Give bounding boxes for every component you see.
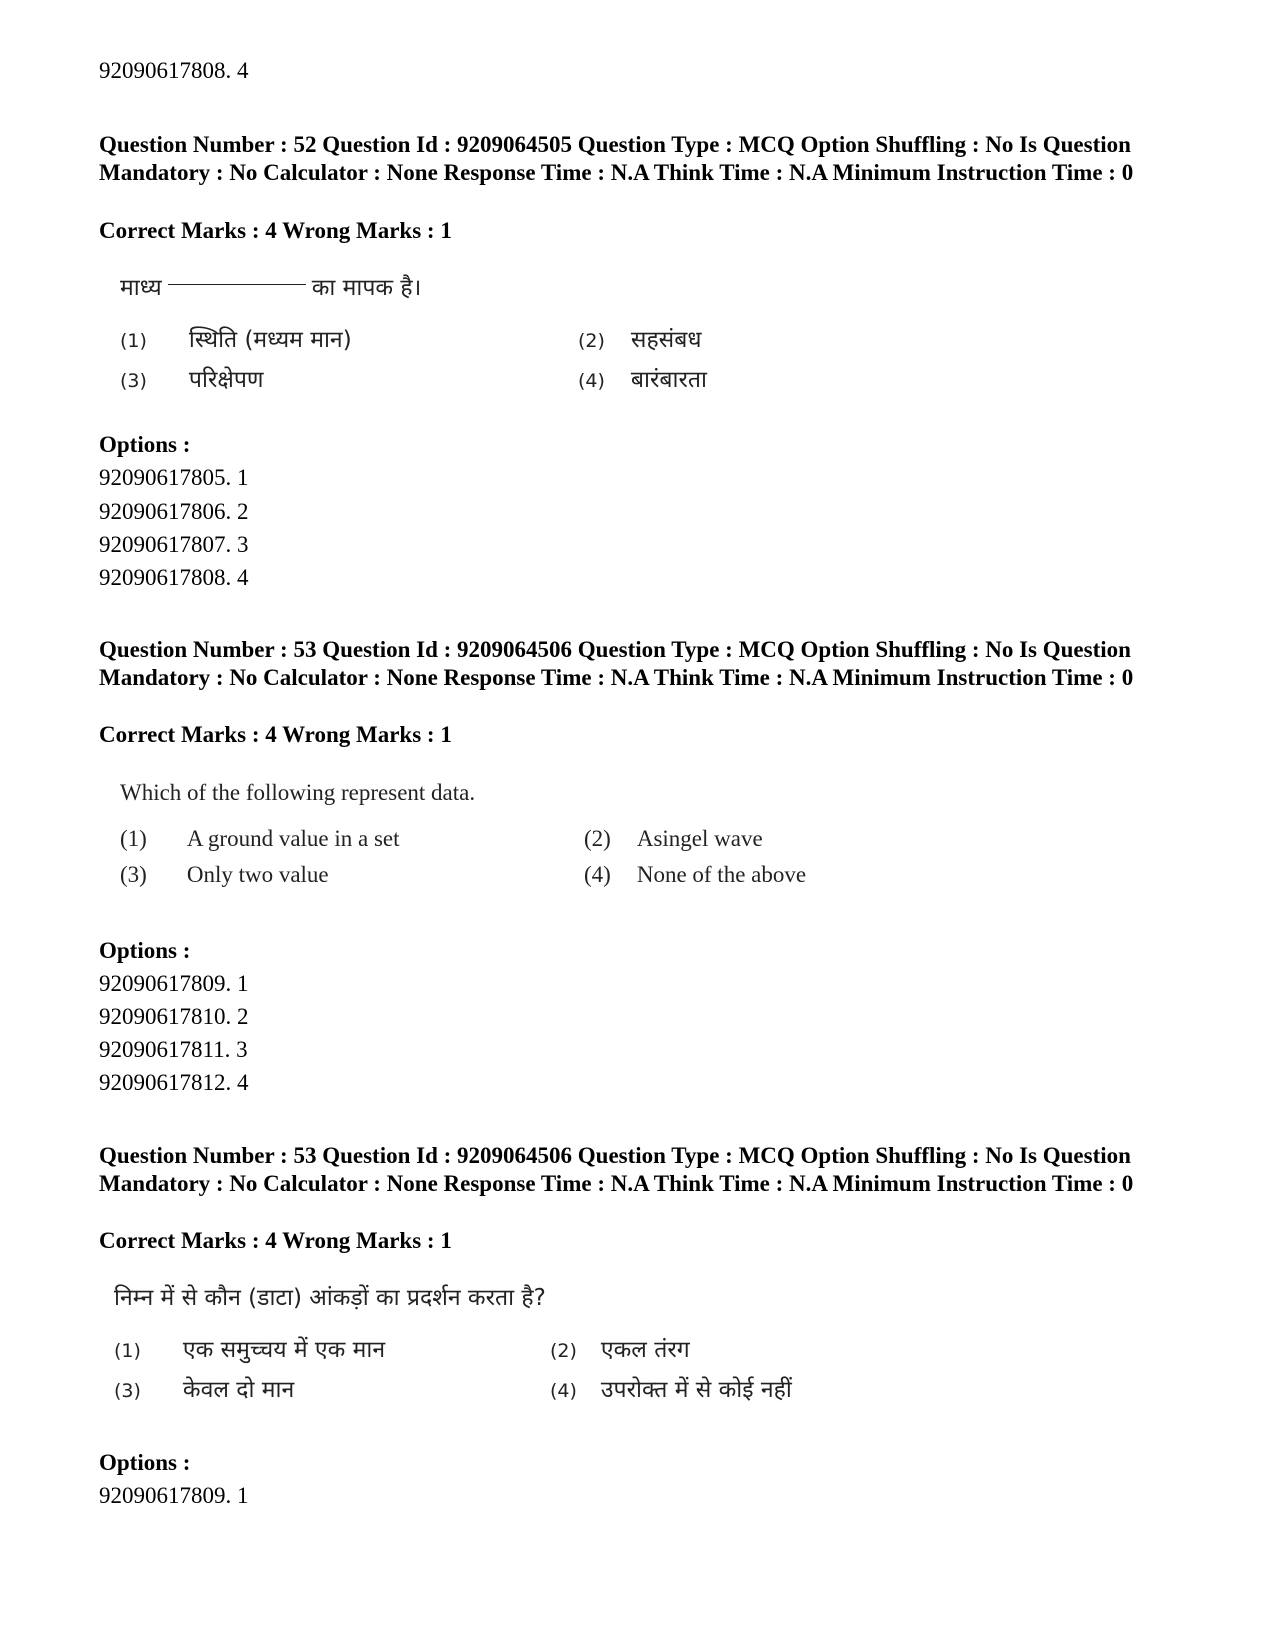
q52-question-image — [120, 270, 1020, 410]
q53-hindi-header: Question Number : 53 Question Id : 9209064506 Question Type : MCQ Option Shuffling : No Is Question Mandatory : No Calculator : None Response Time : N.A Think Time : N.A Minimum Instruction Time : 0 — [99, 1143, 1134, 1196]
q53-answer-4: 92090617812. 4 — [99, 1070, 249, 1095]
q53-option-1 — [120, 826, 400, 852]
q53-hindi-answer-1: 92090617809. 1 — [99, 1483, 249, 1508]
q52-marks: Correct Marks : 4 Wrong Marks : 1 — [99, 218, 452, 243]
q52-stem-part1: माध्य — [120, 275, 162, 301]
q52-stem-part2: का मापक है। — [311, 275, 422, 301]
q53-option-2-text: Asingel wave — [636, 826, 763, 851]
q53-answer-2: 92090617810. 2 — [99, 1004, 249, 1029]
q52-option-2-text: सहसंबध — [630, 327, 702, 353]
q52-stem — [120, 270, 421, 302]
q53-option-4-number: (4) — [584, 862, 611, 887]
q53-option-1-text: A ground value in a set — [186, 826, 400, 851]
q53-hindi-marks: Correct Marks : 4 Wrong Marks : 1 — [99, 1228, 452, 1253]
q53-hindi-options-label: Options : — [99, 1450, 191, 1475]
q53-hindi-stem: निम्न में से कौन (डाटा) आंकड़ों का प्रदर्शन करता है? — [114, 1285, 546, 1311]
q53-option-3-number: (3) — [120, 862, 147, 887]
q53-hindi-option-3 — [114, 1372, 294, 1404]
q52-option-3-number: (3) — [120, 370, 147, 392]
q53-option-1-number: (1) — [120, 826, 147, 851]
q52-option-1-text: स्थिति (मध्यम मान) — [188, 327, 352, 353]
q53-question-image — [120, 780, 1020, 900]
q53-hindi-option-1-number: (1) — [114, 1340, 141, 1362]
q53-option-4-text: None of the above — [636, 862, 807, 887]
q53-hindi-option-2 — [550, 1332, 690, 1364]
q53-answer-3: 92090617811. 3 — [99, 1037, 248, 1062]
q52-option-1-number: (1) — [120, 330, 147, 352]
q53-marks: Correct Marks : 4 Wrong Marks : 1 — [99, 722, 452, 747]
q53-option-2 — [584, 826, 763, 852]
q52-answer-2: 92090617806. 2 — [99, 499, 249, 524]
q52-option-3 — [120, 362, 264, 394]
q52-answer-1: 92090617805. 1 — [99, 465, 249, 490]
q53-option-4 — [584, 862, 806, 888]
q52-option-1 — [120, 322, 352, 354]
q53-options-label: Options : — [99, 938, 191, 963]
q53-stem: Which of the following represent data. — [120, 780, 476, 805]
q52-answer-4: 92090617808. 4 — [99, 565, 249, 590]
q53-answer-1: 92090617809. 1 — [99, 971, 249, 996]
q53-option-3-text: Only two value — [186, 862, 329, 887]
q53-hindi-option-3-text: केवल दो मान — [182, 1377, 295, 1403]
q53-option-3 — [120, 862, 329, 888]
top-answer-line: 92090617808. 4 — [99, 58, 249, 83]
q53-header: Question Number : 53 Question Id : 9209064506 Question Type : MCQ Option Shuffling : No Is Question Mandatory : No Calculator : None Response Time : N.A Think Time : N.A Minimum Instruction Time : 0 — [99, 637, 1134, 690]
q53-hindi-option-1-text: एक समुच्चय में एक मान — [182, 1337, 386, 1363]
q52-option-2 — [578, 322, 702, 354]
q53-hindi-option-3-number: (3) — [114, 1380, 141, 1402]
q52-option-2-number: (2) — [578, 330, 605, 352]
q52-answer-3: 92090617807. 3 — [99, 532, 249, 557]
q53-hindi-option-4-number: (4) — [550, 1380, 577, 1402]
q53-hindi-option-2-text: एकल तंरग — [600, 1337, 690, 1363]
q52-option-4 — [578, 362, 707, 394]
q53-option-2-number: (2) — [584, 826, 611, 851]
q52-header: Question Number : 52 Question Id : 9209064505 Question Type : MCQ Option Shuffling : No Is Question Mandatory : No Calculator : None Response Time : N.A Think Time : N.A Minimum Instruction Time : 0 — [99, 132, 1134, 185]
q52-option-4-number: (4) — [578, 370, 605, 392]
q53-hindi-option-2-number: (2) — [550, 1340, 577, 1362]
q53-hindi-question-image — [114, 1280, 1014, 1420]
q53-hindi-option-1 — [114, 1332, 385, 1364]
q52-option-4-text: बारंबारता — [630, 367, 707, 393]
q52-blank-line — [168, 284, 306, 285]
q52-options-label: Options : — [99, 432, 191, 457]
q52-option-3-text: परिक्षेपण — [188, 367, 264, 393]
q53-hindi-option-4-text: उपरोक्त में से कोई नहीं — [600, 1377, 792, 1403]
q53-hindi-option-4 — [550, 1372, 792, 1404]
